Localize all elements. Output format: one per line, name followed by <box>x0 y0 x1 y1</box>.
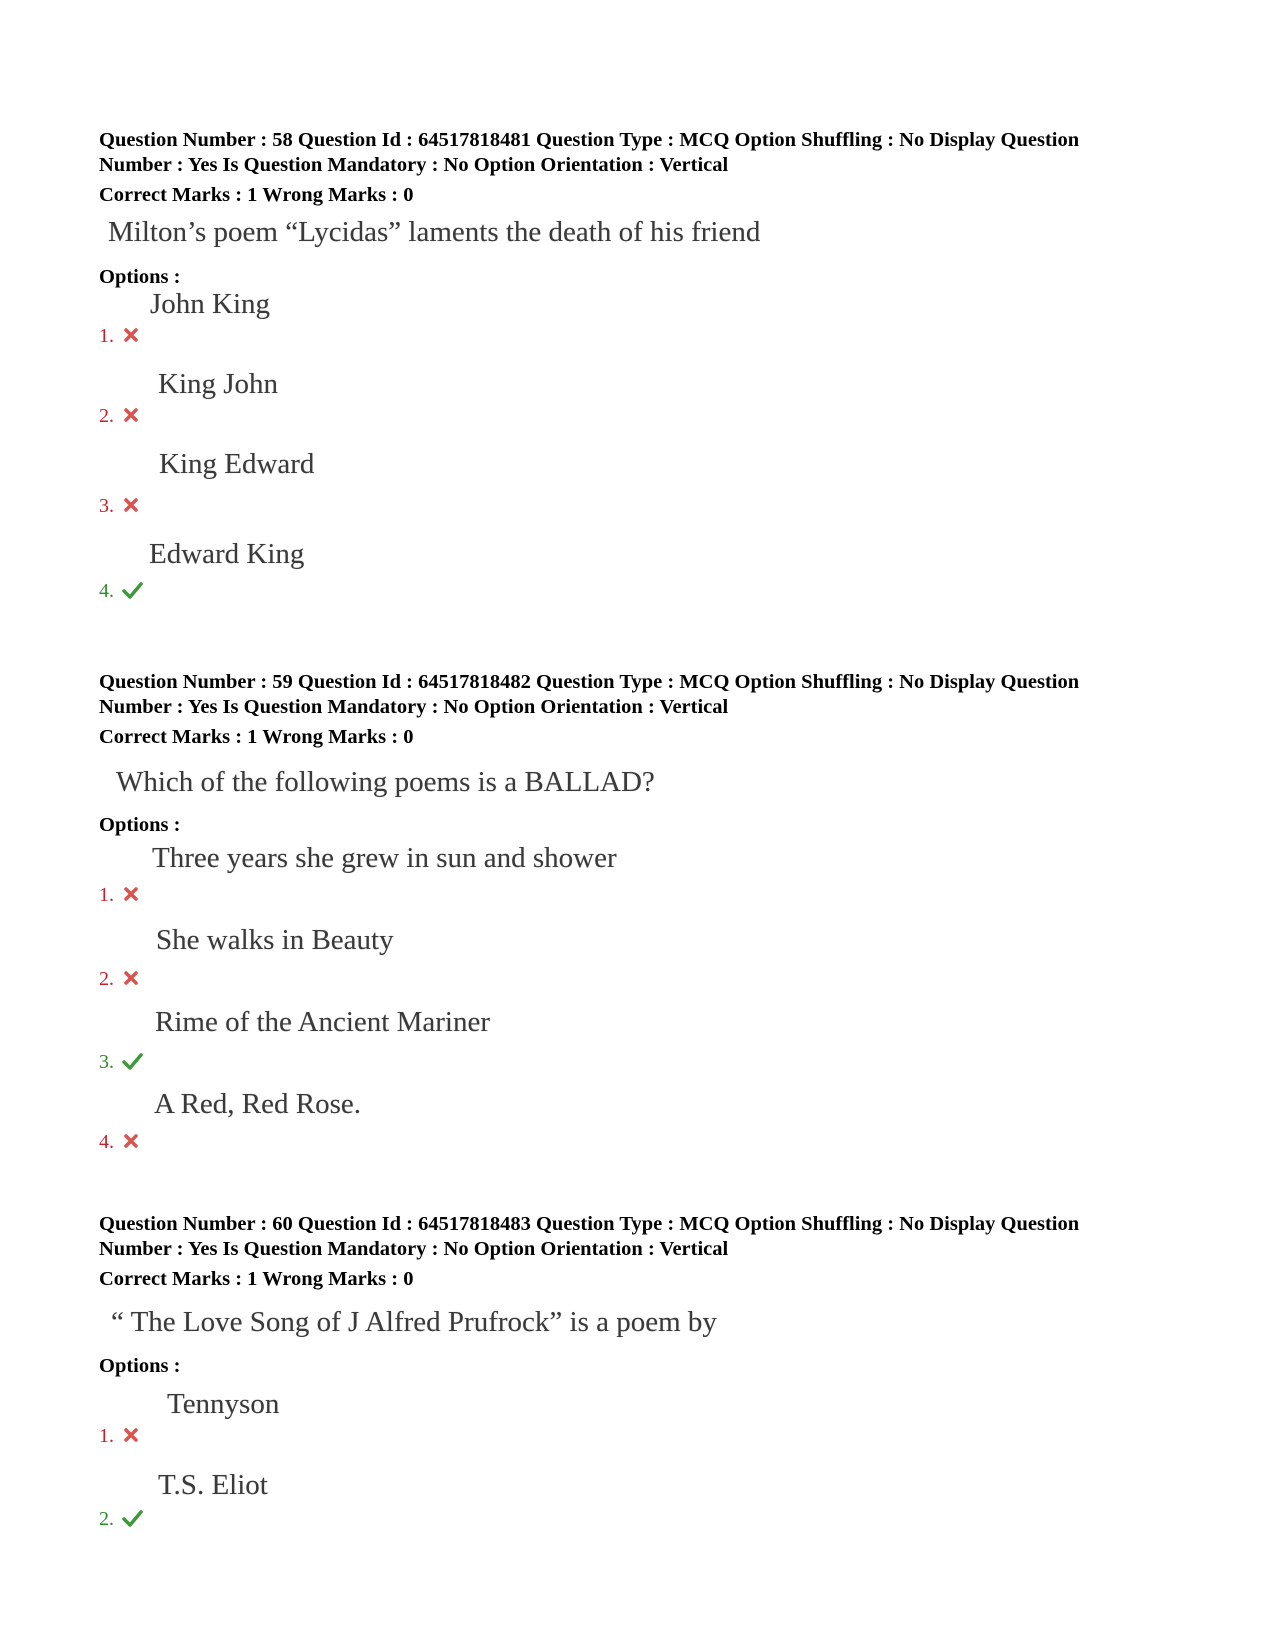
option-text: King Edward <box>159 448 315 480</box>
question-meta-line1: Question Number : 58 Question Id : 64517818481 Question Type : MCQ Option Shuffling : No Display Question <box>99 129 1080 151</box>
option-text: Edward King <box>149 538 305 570</box>
question-marks: Correct Marks : 1 Wrong Marks : 0 <box>99 1268 414 1290</box>
options-label: Options : <box>99 814 181 836</box>
cross-icon <box>121 1425 143 1445</box>
options-label: Options : <box>99 266 181 288</box>
option-text: Rime of the Ancient Mariner <box>155 1006 491 1038</box>
option-3 <box>99 1006 999 1074</box>
option-4 <box>99 1088 999 1154</box>
option-3 <box>99 448 999 518</box>
cross-icon <box>121 1131 143 1151</box>
option-number: 1. <box>99 325 114 347</box>
question-block-59 <box>99 670 1209 1153</box>
option-number: 4. <box>99 1131 114 1153</box>
option-text: T.S. Eliot <box>158 1469 268 1501</box>
question-meta-line2: Number : Yes Is Question Mandatory : No Option Orientation : Vertical <box>99 696 729 718</box>
option-number: 1. <box>99 884 114 906</box>
question-block-58 <box>99 128 1209 602</box>
option-number: 3. <box>99 1051 114 1073</box>
cross-icon <box>121 884 143 904</box>
question-marks: Correct Marks : 1 Wrong Marks : 0 <box>99 726 414 748</box>
option-text: A Red, Red Rose. <box>154 1088 362 1120</box>
option-text: Three years she grew in sun and shower <box>152 842 617 874</box>
option-number: 4. <box>99 580 114 602</box>
check-icon <box>121 580 143 600</box>
option-number: 2. <box>99 968 114 990</box>
option-1 <box>99 1388 999 1448</box>
question-text: Milton’s poem “Lycidas” laments the death of his friend <box>108 216 761 248</box>
question-meta-line2: Number : Yes Is Question Mandatory : No Option Orientation : Vertical <box>99 1238 729 1260</box>
option-2 <box>99 1469 999 1531</box>
option-4 <box>99 538 999 603</box>
option-text: King John <box>158 368 279 400</box>
check-icon <box>121 1508 143 1528</box>
option-number: 2. <box>99 405 114 427</box>
question-meta-line2: Number : Yes Is Question Mandatory : No Option Orientation : Vertical <box>99 154 729 176</box>
options-label: Options : <box>99 1355 181 1377</box>
cross-icon <box>121 968 143 988</box>
cross-icon <box>121 325 143 345</box>
question-meta-line1: Question Number : 60 Question Id : 64517818483 Question Type : MCQ Option Shuffling : No Display Question <box>99 1213 1080 1235</box>
question-meta-line1: Question Number : 59 Question Id : 64517818482 Question Type : MCQ Option Shuffling : No Display Question <box>99 671 1080 693</box>
option-1 <box>99 842 999 907</box>
option-2 <box>99 924 999 991</box>
option-2 <box>99 368 999 428</box>
question-marks: Correct Marks : 1 Wrong Marks : 0 <box>99 184 414 206</box>
option-text: John King <box>150 288 271 320</box>
option-number: 3. <box>99 495 114 517</box>
option-text: Tennyson <box>167 1388 280 1420</box>
cross-icon <box>121 495 143 515</box>
option-text: She walks in Beauty <box>156 924 394 956</box>
option-1 <box>99 288 999 348</box>
cross-icon <box>121 405 143 425</box>
question-block-60 <box>99 1212 1209 1530</box>
question-text: Which of the following poems is a BALLAD? <box>116 766 655 798</box>
option-number: 2. <box>99 1508 114 1530</box>
check-icon <box>121 1051 143 1071</box>
question-text: “ The Love Song of J Alfred Prufrock” is a poem by <box>111 1306 717 1338</box>
option-number: 1. <box>99 1425 114 1447</box>
